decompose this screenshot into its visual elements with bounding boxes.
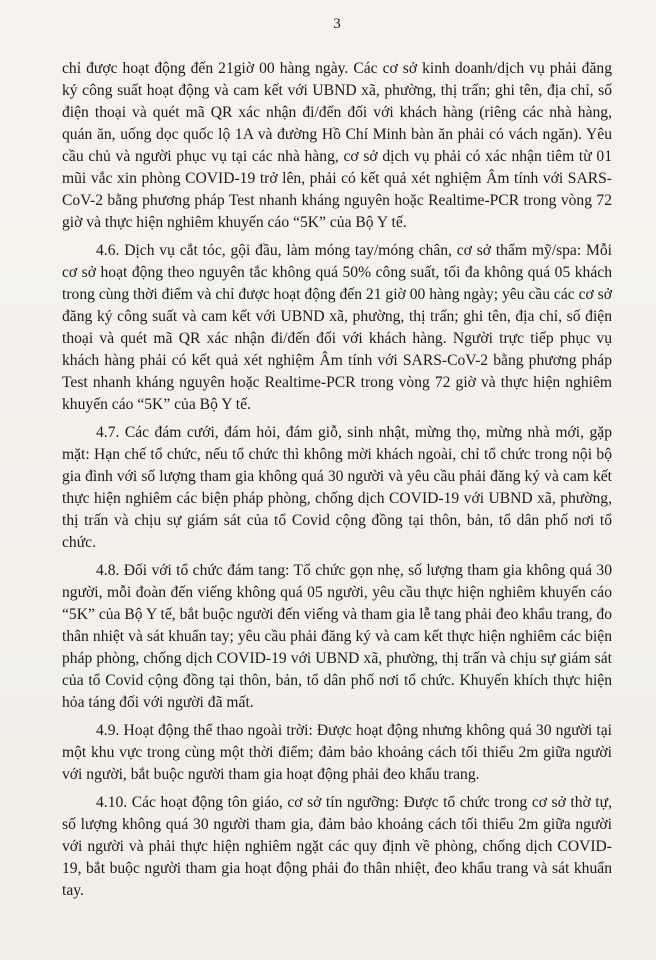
- paragraph-4-6: 4.6. Dịch vụ cắt tóc, gội đầu, làm móng tay/móng chân, cơ sở thẩm mỹ/spa: Mỗi cơ sở hoạt động theo nguyên tắc không quá 50% công suất, tối đa không quá 05 khách trong cùng thời điểm và chỉ được hoạt động đến 21 giờ 00 hàng ngày; yêu cầu các cơ sở đăng ký công suất và cam kết với UBND xã, phường, thị trấn; ghi tên, địa chỉ, số điện thoại và quét mã QR xác nhận đi/đến đối với khách hàng. Người trực tiếp phục vụ khách hàng phải có kết quả xét nghiệm Âm tính với SARS-CoV-2 bằng phương pháp Test nhanh kháng nguyên hoặc Realtime-PCR trong vòng 72 giờ và thực hiện nghiêm khuyến cáo “5K” của Bộ Y tế.: [62, 242, 612, 413]
- paragraph-4-9: 4.9. Hoạt động thể thao ngoài trời: Được hoạt động nhưng không quá 30 người tại một khu vực trong cùng một thời điểm; đảm bảo khoảng cách tối thiểu 2m giữa người với người, bắt buộc người tham gia hoạt động phải đeo khẩu trang.: [62, 722, 612, 783]
- paragraph-4-8: 4.8. Đối với tổ chức đám tang: Tổ chức gọn nhẹ, số lượng tham gia không quá 30 người, mỗi đoàn đến viếng không quá 05 người, yêu cầu thực hiện nghiêm khuyến cáo “5K” của Bộ Y tế, bắt buộc người đến viếng và tham gia lễ tang phải đeo khẩu trang, đo thân nhiệt và sát khuẩn tay; yêu cầu phải đăng ký và cam kết thực hiện nghiêm các biện pháp phòng, chống dịch COVID-19 với UBND xã, phường, thị trấn và chịu sự giám sát của tổ Covid cộng đồng tại thôn, bản, tổ dân phố nơi tổ chức. Khuyến khích thực hiện hỏa táng đối với người đã mất.: [62, 562, 612, 711]
- paragraph-4-7: 4.7. Các đám cưới, đám hỏi, đám giỗ, sinh nhật, mừng thọ, mừng nhà mới, gặp mặt: Hạn chế tổ chức, nếu tổ chức thì không mời khách ngoài, chỉ tổ chức trong nội bộ gia đình với số lượng tham gia không quá 30 người và yêu cầu phải đăng ký và cam kết thực hiện nghiêm các biện pháp phòng, chống dịch COVID-19 với UBND xã, phường, thị trấn và chịu sự giám sát của tổ Covid cộng đồng tại thôn, bản, tổ dân phố nơi tổ chức.: [62, 424, 612, 551]
- paragraph-continuation: chỉ được hoạt động đến 21giờ 00 hàng ngày. Các cơ sở kinh doanh/dịch vụ phải đăng ký công suất hoạt động và cam kết với UBND xã, phường, thị trấn; ghi tên, địa chỉ, số điện thoại và quét mã QR xác nhận đi/đến đối với khách hàng (riêng các nhà hàng, quán ăn, uống dọc quốc lộ 1A và đường Hồ Chí Minh bàn ăn phải có vách ngăn). Yêu cầu chủ và người phục vụ tại các nhà hàng, cơ sở dịch vụ phải có xác nhận tiêm từ 01 mũi vắc xin phòng COVID-19 trở lên, phải có kết quả xét nghiệm Âm tính với SARS-CoV-2 bằng phương pháp Test nhanh kháng nguyên hoặc Realtime-PCR trong vòng 72 giờ và thực hiện nghiêm khuyến cáo “5K” của Bộ Y tế.: [62, 60, 612, 231]
- page-number: 3: [333, 16, 341, 32]
- paragraph-4-10: 4.10. Các hoạt động tôn giáo, cơ sở tín ngưỡng: Được tổ chức trong cơ sở thờ tự, số lượng không quá 30 người tham gia, đảm bảo khoảng cách tối thiểu 2m giữa người với người và phải thực hiện nghiêm ngặt các quy định về phòng, chống dịch COVID-19, bắt buộc người tham gia hoạt động phải đo thân nhiệt, đeo khẩu trang và sát khuẩn tay.: [62, 794, 612, 899]
